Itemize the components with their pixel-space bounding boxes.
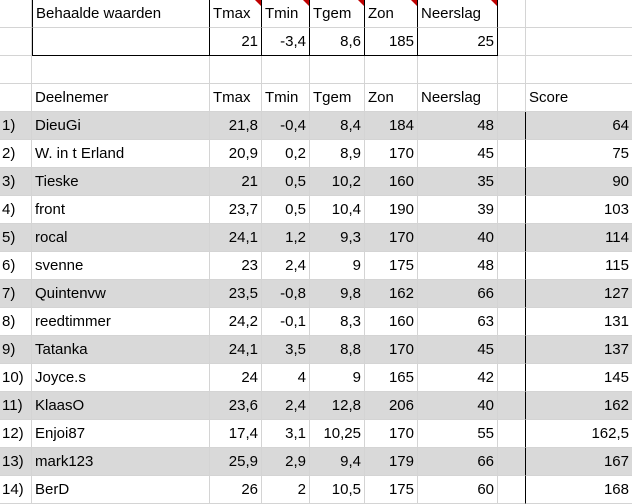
table-row <box>0 448 632 476</box>
table-row <box>0 392 632 420</box>
tgem-cell[interactable]: 8,3 <box>310 308 365 336</box>
participant-name-cell[interactable]: Joyce.s <box>32 364 210 392</box>
cell-empty[interactable] <box>0 56 32 84</box>
tgem-cell[interactable]: 10,5 <box>310 476 365 504</box>
tmax-value-cell[interactable]: 21 <box>210 28 262 56</box>
score-cell[interactable]: 127 <box>526 280 632 308</box>
cell-empty[interactable] <box>498 84 526 112</box>
tmax-cell[interactable]: 26 <box>210 476 262 504</box>
tmax-cell[interactable]: 24,1 <box>210 336 262 364</box>
table-row <box>0 308 632 336</box>
tmin-cell[interactable]: 0,2 <box>262 140 310 168</box>
table-row <box>0 336 632 364</box>
rank-cell[interactable]: 3) <box>0 168 32 196</box>
table-row <box>0 224 632 252</box>
rank-cell[interactable]: 5) <box>0 224 32 252</box>
participant-name-cell[interactable]: W. in t Erland <box>32 140 210 168</box>
empty-row <box>0 56 632 84</box>
tmax-cell[interactable]: 24,1 <box>210 224 262 252</box>
participant-name-cell[interactable]: DieuGi <box>32 112 210 140</box>
zon-cell[interactable]: 170 <box>365 336 418 364</box>
zon-cell[interactable]: 175 <box>365 476 418 504</box>
tgem-cell[interactable]: 10,25 <box>310 420 365 448</box>
cell-empty[interactable] <box>210 56 262 84</box>
neerslag-cell[interactable]: 35 <box>418 168 498 196</box>
zon-cell[interactable]: 165 <box>365 364 418 392</box>
cell-empty[interactable] <box>365 56 418 84</box>
score-cell[interactable]: 114 <box>526 224 632 252</box>
table-row <box>0 364 632 392</box>
tmin-cell[interactable]: 0,5 <box>262 196 310 224</box>
tgem-cell[interactable]: 12,8 <box>310 392 365 420</box>
score-cell[interactable]: 137 <box>526 336 632 364</box>
cell-empty[interactable] <box>498 308 526 336</box>
neerslag-cell[interactable]: 45 <box>418 336 498 364</box>
cell-empty[interactable] <box>0 0 32 28</box>
table-row <box>0 252 632 280</box>
table-row <box>0 476 632 504</box>
score-column-header[interactable]: Score <box>526 84 632 112</box>
score-cell[interactable]: 167 <box>526 448 632 476</box>
tmin-value-cell[interactable]: -3,4 <box>262 28 310 56</box>
participants-header-row <box>0 84 632 112</box>
participant-name-cell[interactable]: front <box>32 196 210 224</box>
tmin-cell[interactable]: -0,1 <box>262 308 310 336</box>
zon-cell[interactable]: 179 <box>365 448 418 476</box>
tmax-cell[interactable]: 24 <box>210 364 262 392</box>
tgem-column-header[interactable]: Tgem <box>310 84 365 112</box>
tmin-cell[interactable]: -0,8 <box>262 280 310 308</box>
cell-empty[interactable] <box>498 196 526 224</box>
cell-empty[interactable] <box>498 168 526 196</box>
tmax-cell[interactable]: 21 <box>210 168 262 196</box>
rank-cell[interactable]: 6) <box>0 252 32 280</box>
zon-cell[interactable]: 175 <box>365 252 418 280</box>
table-row <box>0 140 632 168</box>
zon-cell[interactable]: 170 <box>365 224 418 252</box>
zon-cell[interactable]: 162 <box>365 280 418 308</box>
table-row <box>0 280 632 308</box>
neerslag-cell[interactable]: 66 <box>418 448 498 476</box>
tmin-cell[interactable]: 4 <box>262 364 310 392</box>
cell-empty[interactable] <box>498 140 526 168</box>
zon-header-cell[interactable]: Zon <box>365 0 418 28</box>
tmin-cell[interactable]: 2,4 <box>262 392 310 420</box>
tmax-cell[interactable]: 17,4 <box>210 420 262 448</box>
neerslag-cell[interactable]: 42 <box>418 364 498 392</box>
tmin-cell[interactable]: 0,5 <box>262 168 310 196</box>
tmin-cell[interactable]: 2 <box>262 476 310 504</box>
score-cell[interactable]: 145 <box>526 364 632 392</box>
participant-name-cell[interactable]: Tatanka <box>32 336 210 364</box>
cell-empty[interactable] <box>498 364 526 392</box>
table-row <box>0 112 632 140</box>
tgem-cell[interactable]: 8,4 <box>310 112 365 140</box>
zon-cell[interactable]: 160 <box>365 168 418 196</box>
tgem-cell[interactable]: 10,2 <box>310 168 365 196</box>
rank-cell[interactable]: 12) <box>0 420 32 448</box>
tmin-column-header[interactable]: Tmin <box>262 84 310 112</box>
rank-cell[interactable]: 10) <box>0 364 32 392</box>
participant-name-cell[interactable]: rocal <box>32 224 210 252</box>
tmax-cell[interactable]: 21,8 <box>210 112 262 140</box>
rank-cell[interactable]: 13) <box>0 448 32 476</box>
cell-empty[interactable] <box>498 0 526 28</box>
cell-empty[interactable] <box>498 56 526 84</box>
neerslag-cell[interactable]: 55 <box>418 420 498 448</box>
tmax-cell[interactable]: 23,6 <box>210 392 262 420</box>
score-cell[interactable]: 162 <box>526 392 632 420</box>
tgem-cell[interactable]: 9,4 <box>310 448 365 476</box>
tmax-cell[interactable]: 20,9 <box>210 140 262 168</box>
neerslag-value-cell[interactable]: 25 <box>418 28 498 56</box>
neerslag-cell[interactable]: 40 <box>418 392 498 420</box>
score-cell[interactable]: 131 <box>526 308 632 336</box>
cell-empty[interactable] <box>32 28 210 56</box>
tmin-cell[interactable]: 3,5 <box>262 336 310 364</box>
score-cell[interactable]: 162,5 <box>526 420 632 448</box>
tgem-cell[interactable]: 9,8 <box>310 280 365 308</box>
table-row <box>0 420 632 448</box>
tmax-header-cell[interactable]: Tmax <box>210 0 262 28</box>
neerslag-cell[interactable]: 45 <box>418 140 498 168</box>
participant-name-cell[interactable]: reedtimmer <box>32 308 210 336</box>
zon-column-header[interactable]: Zon <box>365 84 418 112</box>
cell-empty[interactable] <box>498 448 526 476</box>
rank-cell[interactable]: 8) <box>0 308 32 336</box>
participant-name-cell[interactable]: BerD <box>32 476 210 504</box>
cell-empty[interactable] <box>0 84 32 112</box>
zon-cell[interactable]: 190 <box>365 196 418 224</box>
cell-empty[interactable] <box>498 420 526 448</box>
cell-empty[interactable] <box>498 336 526 364</box>
rank-cell[interactable]: 2) <box>0 140 32 168</box>
rank-cell[interactable]: 7) <box>0 280 32 308</box>
neerslag-cell[interactable]: 48 <box>418 112 498 140</box>
tgem-value-cell[interactable]: 8,6 <box>310 28 365 56</box>
table-row <box>0 196 632 224</box>
tgem-cell[interactable]: 9 <box>310 364 365 392</box>
rank-cell[interactable]: 1) <box>0 112 32 140</box>
tgem-cell[interactable]: 9 <box>310 252 365 280</box>
neerslag-cell[interactable]: 63 <box>418 308 498 336</box>
achieved-values-header-row <box>0 0 632 28</box>
cell-empty[interactable] <box>0 28 32 56</box>
rank-cell[interactable]: 14) <box>0 476 32 504</box>
cell-empty[interactable] <box>32 56 210 84</box>
participant-name-cell[interactable]: KlaasO <box>32 392 210 420</box>
tmax-cell[interactable]: 24,2 <box>210 308 262 336</box>
neerslag-header-cell[interactable]: Neerslag <box>418 0 498 28</box>
cell-empty[interactable] <box>498 252 526 280</box>
tgem-cell[interactable]: 8,9 <box>310 140 365 168</box>
tmin-cell[interactable]: -0,4 <box>262 112 310 140</box>
cell-empty[interactable] <box>526 56 632 84</box>
table-row <box>0 168 632 196</box>
score-cell[interactable]: 115 <box>526 252 632 280</box>
score-cell[interactable]: 75 <box>526 140 632 168</box>
achieved-values-row <box>0 28 632 56</box>
zon-cell[interactable]: 206 <box>365 392 418 420</box>
cell-empty[interactable] <box>526 28 632 56</box>
tmax-cell[interactable]: 23 <box>210 252 262 280</box>
rank-cell[interactable]: 9) <box>0 336 32 364</box>
tmin-cell[interactable]: 3,1 <box>262 420 310 448</box>
cell-empty[interactable] <box>498 28 526 56</box>
score-cell[interactable]: 90 <box>526 168 632 196</box>
participant-name-cell[interactable]: Quintenvw <box>32 280 210 308</box>
cell-empty[interactable] <box>498 224 526 252</box>
zon-cell[interactable]: 170 <box>365 140 418 168</box>
participant-name-cell[interactable]: svenne <box>32 252 210 280</box>
neerslag-column-header[interactable]: Neerslag <box>418 84 498 112</box>
score-cell[interactable]: 168 <box>526 476 632 504</box>
score-cell[interactable]: 103 <box>526 196 632 224</box>
cell-empty[interactable] <box>310 56 365 84</box>
participant-name-cell[interactable]: Tieske <box>32 168 210 196</box>
neerslag-cell[interactable]: 40 <box>418 224 498 252</box>
neerslag-cell[interactable]: 60 <box>418 476 498 504</box>
zon-cell[interactable]: 160 <box>365 308 418 336</box>
achieved-values-label-cell[interactable]: Behaalde waarden <box>32 0 210 28</box>
cell-empty[interactable] <box>498 392 526 420</box>
tmax-column-header[interactable]: Tmax <box>210 84 262 112</box>
zon-cell[interactable]: 170 <box>365 420 418 448</box>
zon-cell[interactable]: 184 <box>365 112 418 140</box>
tmax-cell[interactable]: 23,5 <box>210 280 262 308</box>
neerslag-cell[interactable]: 39 <box>418 196 498 224</box>
tmin-cell[interactable]: 2,9 <box>262 448 310 476</box>
cell-empty[interactable] <box>498 112 526 140</box>
participant-name-cell[interactable]: Enjoi87 <box>32 420 210 448</box>
rank-cell[interactable]: 11) <box>0 392 32 420</box>
cell-empty[interactable] <box>526 0 632 28</box>
tgem-cell[interactable]: 9,3 <box>310 224 365 252</box>
neerslag-cell[interactable]: 48 <box>418 252 498 280</box>
tgem-cell[interactable]: 10,4 <box>310 196 365 224</box>
tgem-header-cell[interactable]: Tgem <box>310 0 365 28</box>
tmin-cell[interactable]: 2,4 <box>262 252 310 280</box>
cell-empty[interactable] <box>418 56 498 84</box>
cell-empty[interactable] <box>262 56 310 84</box>
tmin-cell[interactable]: 1,2 <box>262 224 310 252</box>
neerslag-cell[interactable]: 66 <box>418 280 498 308</box>
rank-cell[interactable]: 4) <box>0 196 32 224</box>
participant-name-cell[interactable]: mark123 <box>32 448 210 476</box>
score-cell[interactable]: 64 <box>526 112 632 140</box>
tmin-header-cell[interactable]: Tmin <box>262 0 310 28</box>
deelnemer-header-cell[interactable]: Deelnemer <box>32 84 210 112</box>
tmax-cell[interactable]: 23,7 <box>210 196 262 224</box>
cell-empty[interactable] <box>498 476 526 504</box>
cell-empty[interactable] <box>498 280 526 308</box>
tmax-cell[interactable]: 25,9 <box>210 448 262 476</box>
tgem-cell[interactable]: 8,8 <box>310 336 365 364</box>
zon-value-cell[interactable]: 185 <box>365 28 418 56</box>
